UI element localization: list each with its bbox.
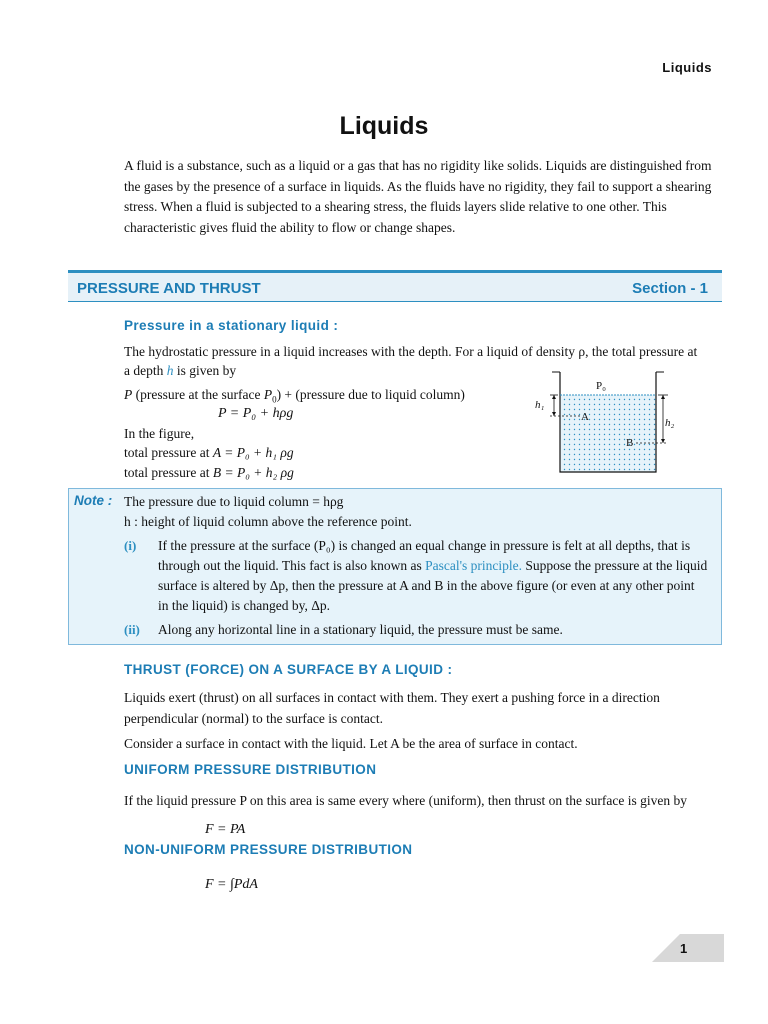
nonuniform-equation: F = ∫PdA bbox=[205, 877, 258, 892]
note-item-1-line-2 bbox=[158, 556, 720, 577]
intro-paragraph: A fluid is a substance, such as a liquid or a gas that has no rigidity like solids. Liquids are distinguished from the gases by the presence of a surface in liquids. As the fluids have no rigidity, they fail to support a shearing stress. When a fluid is subjected to a shearing stress, the fluids layers slide relative to one other. This characteristic gives fluid the ability to flow or change shapes. bbox=[124, 158, 712, 235]
note-item-2-line-1: Along any horizontal line in a stationary liquid, the pressure must be same. bbox=[158, 622, 563, 637]
arrow-head bbox=[552, 412, 556, 416]
equation-b: B = P₀ + h₂ ρg bbox=[212, 465, 294, 480]
symbol-p: P bbox=[263, 387, 273, 402]
tab-shape bbox=[652, 934, 724, 962]
total-pressure-b bbox=[124, 463, 294, 483]
subheading-uniform-pressure: UNIFORM PRESSURE DISTRIBUTION bbox=[124, 762, 377, 777]
pascals-principle-link[interactable]: Pascal's principle. bbox=[425, 558, 523, 573]
page-number: 1 bbox=[680, 941, 688, 956]
equation-a: A = P₀ + h₁ ρg bbox=[212, 445, 294, 460]
label-a: A bbox=[581, 411, 589, 423]
subheading-nonuniform-pressure: NON-UNIFORM PRESSURE DISTRIBUTION bbox=[124, 842, 413, 857]
pressure-text-line-2 bbox=[124, 361, 236, 381]
label-h2: h₂ bbox=[665, 417, 675, 429]
pressure-formula-description bbox=[124, 385, 465, 410]
subheading-pressure-stationary: Pressure in a stationary liquid : bbox=[124, 318, 339, 333]
text-fragment: (pressure at the surface bbox=[132, 387, 264, 402]
note-item-1-line-3: surface is altered by Δp, then the pressure at A and B in the above figure (or even at any other point bbox=[158, 578, 695, 593]
liquid-dots bbox=[560, 395, 656, 472]
subheading-thrust: THRUST (FORCE) ON A SURFACE BY A LIQUID : bbox=[124, 662, 453, 677]
label-h1: h₁ bbox=[535, 399, 545, 411]
page-title: Liquids bbox=[339, 112, 429, 140]
note-label: Note : bbox=[74, 493, 113, 508]
thrust-paragraph-1: Liquids exert (thrust) on all surfaces in contact with them. They exert a pushing force in a direction perpendicular (normal) to the surface is contact. bbox=[124, 690, 660, 726]
text-fragment: total pressure at bbox=[124, 445, 213, 460]
note-line-2: h : height of liquid column above the reference point. bbox=[124, 514, 412, 529]
note-item-number: (ii) bbox=[124, 622, 140, 637]
note-item-1-line-1: If the pressure at the surface (P₀) is changed an equal change in pressure is felt at all depths, that is bbox=[158, 538, 691, 553]
symbol-p: P bbox=[124, 387, 133, 402]
label-b: B bbox=[626, 437, 634, 449]
subscript: 0 bbox=[272, 394, 277, 405]
label-p0: P₀ bbox=[596, 380, 606, 392]
note-line-1: The pressure due to liquid column = hρg bbox=[124, 494, 344, 509]
arrow-head bbox=[552, 395, 556, 399]
in-figure-text: In the figure, bbox=[124, 426, 195, 441]
text-fragment: through out the liquid. This fact is also known as bbox=[158, 558, 426, 573]
text-fragment: Suppose the pressure at the liquid bbox=[522, 558, 708, 573]
text-fragment: total pressure at bbox=[124, 465, 213, 480]
text-fragment: is given by bbox=[173, 363, 237, 378]
text-fragment: a depth bbox=[124, 363, 167, 378]
running-head: Liquids bbox=[662, 60, 712, 75]
section-bar bbox=[68, 270, 722, 302]
uniform-text: If the liquid pressure P on this area is same every where (uniform), then thrust on the surface is given by bbox=[124, 793, 687, 808]
note-item-number: (i) bbox=[124, 538, 137, 553]
section-title: PRESSURE AND THRUST bbox=[77, 280, 261, 297]
thrust-paragraph-2: Consider a surface in contact with the liquid. Let A be the area of surface in contact. bbox=[124, 736, 578, 751]
page-number-tab bbox=[652, 934, 724, 962]
section-number: Section - 1 bbox=[632, 280, 708, 297]
pressure-text-line-1: The hydrostatic pressure in a liquid increases with the depth. For a liquid of density ρ, the total pressure at bbox=[124, 344, 698, 359]
text-fragment: ) + (pressure due to liquid column) bbox=[276, 387, 465, 402]
pressure-equation: P = P₀ + hρg bbox=[218, 406, 294, 421]
liquid-container-figure bbox=[528, 368, 688, 480]
arrow-head bbox=[661, 395, 665, 399]
arrow-head bbox=[661, 439, 665, 443]
total-pressure-a bbox=[124, 443, 294, 463]
depth-symbol: h bbox=[166, 363, 174, 378]
uniform-equation: F = PA bbox=[205, 822, 246, 837]
note-item-1-line-4: in the liquid) is changed by, Δp. bbox=[158, 598, 331, 613]
